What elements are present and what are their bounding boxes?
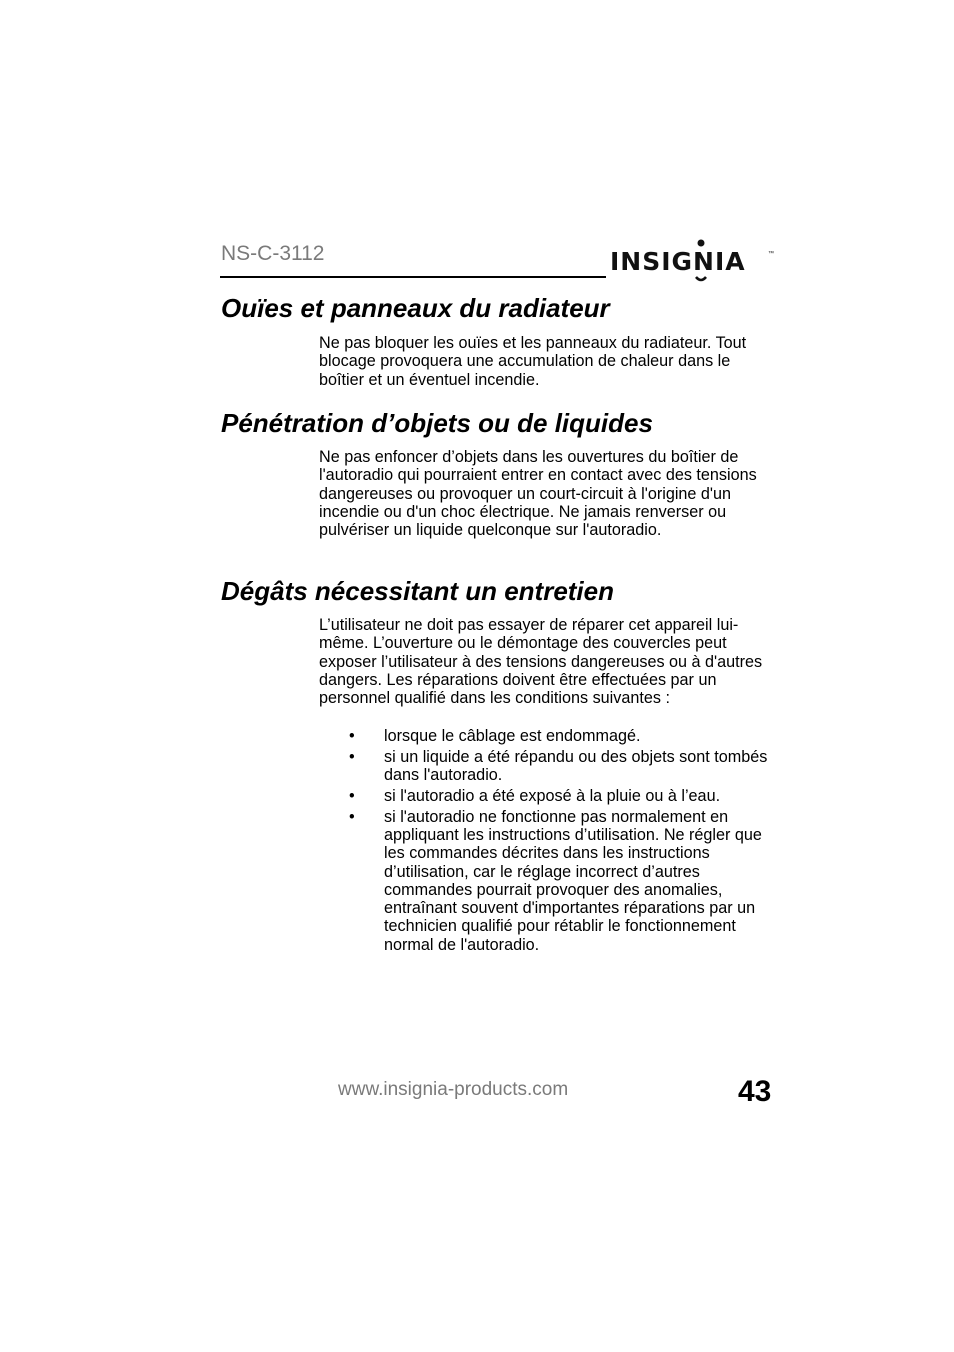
header-rule — [220, 276, 606, 278]
bullet-icon: • — [349, 747, 355, 766]
section-heading-damage: Dégâts nécessitant un entretien — [221, 576, 614, 606]
section-text-vents: Ne pas bloquer les ouïes et les panneaux du radiateur. Tout blocage provoquera une accumulation de chaleur dans le boîtier et un éventuel incendie. — [319, 334, 747, 389]
list-item — [319, 727, 779, 745]
list-item-text: si un liquide a été répandu ou des objets sont tombés dans l'autoradio. — [384, 747, 768, 785]
list-item-text: lorsque le câblage est endommagé. — [384, 727, 641, 745]
section-heading-vents: Ouïes et panneaux du radiateur — [221, 293, 610, 323]
damage-conditions-list — [319, 727, 779, 957]
list-item — [319, 808, 779, 954]
bullet-icon: • — [349, 727, 355, 745]
model-number: NS-C-3112 — [221, 242, 325, 265]
footer-url[interactable]: www.insignia-products.com — [338, 1079, 569, 1100]
section-text-damage: L’utilisateur ne doit pas essayer de réparer cet appareil lui-même. L’ouverture ou le démontage des couvercles peut exposer l’utilisateur à des tensions dangereuses ou à d'autres dangers. Les réparations doivent être effectuées par un personnel qualifié dans les conditions suivantes : — [319, 616, 763, 708]
list-item-text: si l'autoradio ne fonctionne pas normalement en appliquant les instructions d’utilisation. Ne régler que les commandes décrites dans les instructions d’utilisation, car le réglage incorrect d’autres commandes pourrait provoquer des anomalies, entraînant souvent d'importantes réparations par un technicien qualifié pour rétablir le fonctionnement normal de l'autoradio. — [384, 807, 762, 954]
trademark-symbol: ™ — [768, 251, 774, 257]
bullet-icon: • — [349, 786, 355, 805]
page-number: 43 — [738, 1075, 772, 1108]
brand-name: INSIGNIA — [610, 247, 746, 276]
list-item-text: si l'autoradio a été exposé à la pluie ou à l’eau. — [384, 786, 721, 805]
bullet-icon: • — [349, 807, 355, 826]
list-item — [319, 748, 779, 785]
insignia-logo — [610, 238, 778, 284]
section-heading-objects: Pénétration d’objets ou de liquides — [221, 408, 653, 438]
list-item — [319, 787, 779, 805]
section-text-objects: Ne pas enfoncer d’objets dans les ouvertures du boîtier de l'autoradio qui pourraient entrer en contact avec des tensions dangereuses ou provoquer un court-circuit à l'origine d'un incendie ou d'un choc électrique. Ne jamais renverser ou pulvériser un liquide quelconque sur l'autoradio. — [319, 448, 757, 540]
